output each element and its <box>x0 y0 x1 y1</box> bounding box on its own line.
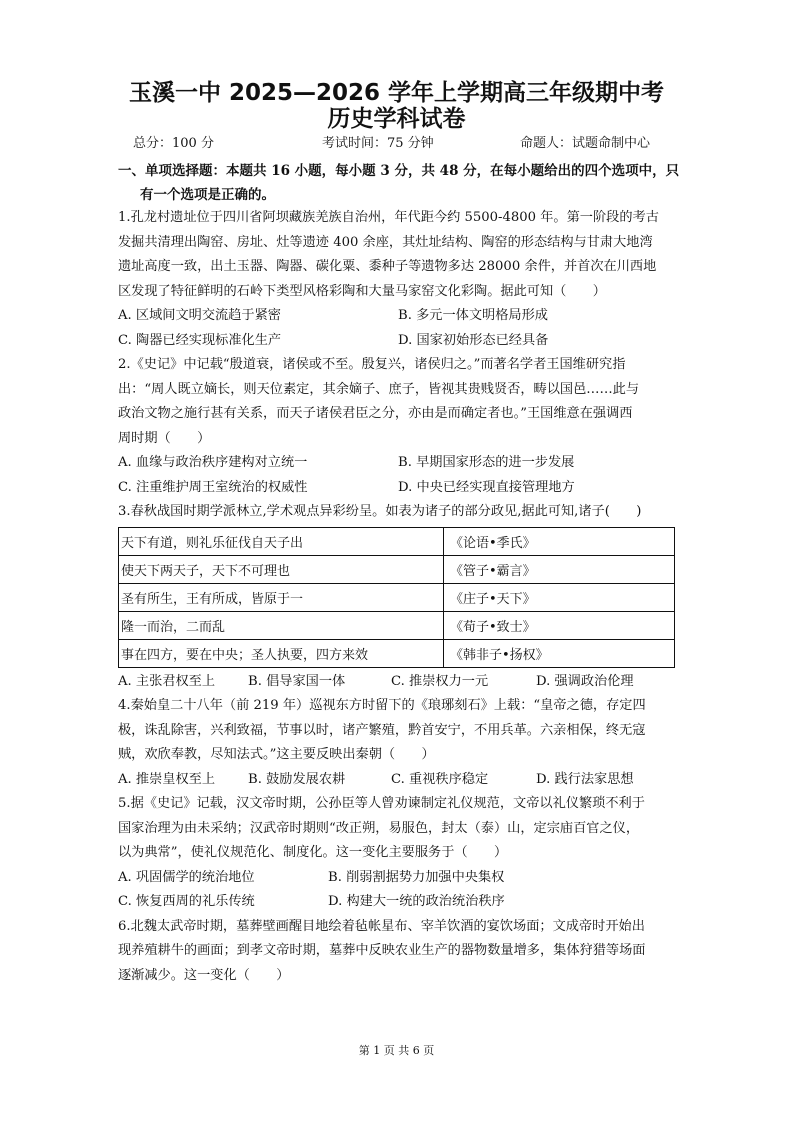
table-row <box>119 639 675 667</box>
table-cell-view: 隆一而治，二而乱 <box>119 611 444 639</box>
question-5 <box>118 792 678 915</box>
option-d[interactable]: D. 国家初始形态已经具备 <box>398 332 549 348</box>
exam-title-line1: 玉溪一中 2025—2026 学年上学期高三年级期中考 <box>128 80 665 106</box>
section-heading-line1: 一、单项选择题：本题共 16 小题，每小题 3 分，共 48 分，在每小题给出的四个选项中，只 <box>118 163 680 179</box>
question-line: 国家治理为由未采纳；汉武帝时期则“改正朔，易服色，封太（泰）山，定宗庙百官之仪， <box>118 820 640 836</box>
option-c[interactable]: C. 注重维护周王室统治的权威性 <box>118 479 308 495</box>
table-cell-view: 使天下两天子，天下不可理也 <box>119 555 444 583</box>
table-cell-source: 《管子•霸言》 <box>444 555 675 583</box>
options <box>118 451 678 500</box>
section-heading-line2: 有一个选项是正确的。 <box>140 187 275 203</box>
question-line: 5.据《史记》记载，汉文帝时期，公孙臣等人曾劝谏制定礼仪规范，文帝以礼仪繁琐不利于 <box>118 796 645 811</box>
option-b[interactable]: B. 倡导家国一体 <box>248 673 346 689</box>
question-line: 2.《史记》中记载“殷道衰，诸侯或不至。殷复兴，诸侯归之。”而著名学者王国维研究指 <box>118 357 626 372</box>
table-row <box>119 555 675 583</box>
question-6 <box>118 915 678 989</box>
option-a[interactable]: A. 推崇皇权至上 <box>118 771 216 787</box>
section-heading <box>118 159 698 207</box>
table-cell-source: 《庄子•天下》 <box>444 583 675 611</box>
table-row <box>119 583 675 611</box>
exam-title-line2: 历史学科试卷 <box>327 106 466 132</box>
views-table <box>118 527 675 668</box>
question-3 <box>118 500 678 694</box>
question-line: 发掘共清理出陶窑、房址、灶等遗迹 400 余座，其灶址结构、陶窑的形态结构与甘肃大地湾 <box>118 234 653 250</box>
options <box>118 866 678 915</box>
option-c[interactable]: C. 恢复西周的礼乐传统 <box>118 894 255 909</box>
options <box>118 670 678 695</box>
option-b[interactable]: B. 早期国家形态的进一步发展 <box>398 455 575 470</box>
question-line: 周时期（ ） <box>118 430 211 446</box>
question-1 <box>118 206 678 353</box>
total-score: 总分：100 分 <box>133 136 214 151</box>
table-cell-source: 《论语•季氏》 <box>444 527 675 555</box>
question-line: 极，诛乱除害，兴利致福，节事以时，诸产繁殖，黔首安宁，不用兵革。六亲相保，终无寇 <box>118 722 646 738</box>
question-line: 4.秦始皇二十八年（前 219 年）巡视东方时留下的《琅琊刻石》上载：“皇帝之德，存定四 <box>118 698 646 713</box>
question-line: 现养殖耕牛的画面；到孝文帝时期，墓葬中反映农业生产的器物数量增多，集体狩猎等场面 <box>118 943 646 958</box>
question-line: 1.孔龙村遗址位于四川省阿坝藏族羌族自治州，年代距今约 5500-4800 年。第一阶段的考古 <box>118 210 659 225</box>
option-a[interactable]: A. 主张君权至上 <box>118 673 216 689</box>
question-line: 逐渐减少。这一变化（ ） <box>118 967 290 983</box>
question-4 <box>118 694 678 792</box>
exam-author: 命题人：试题命制中心 <box>520 136 651 151</box>
option-a[interactable]: A. 血缘与政治秩序建构对立统一 <box>118 455 308 470</box>
table-cell-view: 事在四方，要在中央；圣人执要，四方来效 <box>119 639 444 667</box>
option-b[interactable]: B. 多元一体文明格局形成 <box>398 308 548 323</box>
option-d[interactable]: D. 强调政治伦理 <box>536 673 634 689</box>
question-line: 区发现了特征鲜明的石岭下类型风格彩陶和大量马家窑文化彩陶。据此可知（ ） <box>118 283 606 299</box>
question-line: 遗址高度一致，出土玉器、陶器、碳化粟、黍种子等遗物多达 28000 余件，并首次在川西地 <box>118 259 657 274</box>
question-line: 政治文物之施行甚有关系，而天子诸侯君臣之分，亦由是而确定者也。”王国维意在强调西 <box>118 406 633 421</box>
option-c[interactable]: C. 陶器已经实现标准化生产 <box>118 332 282 348</box>
question-line: 贼，欢欣奉教，尽知法式。”这主要反映出秦朝（ ） <box>118 747 435 762</box>
option-c[interactable]: C. 重视秩序稳定 <box>391 771 489 787</box>
option-c[interactable]: C. 推崇权力一元 <box>391 673 489 689</box>
options <box>118 304 678 353</box>
option-d[interactable]: D. 中央已经实现直接管理地方 <box>398 479 575 495</box>
option-b[interactable]: B. 鼓励发展农耕 <box>248 771 346 787</box>
option-a[interactable]: A. 巩固儒学的统治地位 <box>118 869 255 885</box>
question-line: 3.春秋战国时期学派林立,学术观点异彩纷呈。如表为诸子的部分政见,据此可知,诸子( ) <box>118 504 642 519</box>
table-cell-view: 天下有道，则礼乐征伐自天子出 <box>119 527 444 555</box>
question-line: 以为典常”，使礼仪规范化、制度化。这一变化主要服务于（ ） <box>118 845 508 860</box>
option-a[interactable]: A. 区域间文明交流趋于紧密 <box>118 308 281 323</box>
table-cell-source: 《荀子•致士》 <box>444 611 675 639</box>
table-row <box>119 527 675 555</box>
table-cell-source: 《韩非子•扬权》 <box>444 639 675 667</box>
question-list <box>118 206 678 988</box>
table-cell-view: 圣有所生，王有所成，皆原于一 <box>119 583 444 611</box>
question-2 <box>118 353 678 500</box>
table-row <box>119 611 675 639</box>
question-line: 6.北魏太武帝时期，墓葬壁画醒目地绘着毡帐星布、宰羊饮酒的宴饮场面；文成帝时开始出 <box>118 918 645 934</box>
option-b[interactable]: B. 削弱割据势力加强中央集权 <box>328 869 505 885</box>
exam-time: 考试时间：75 分钟 <box>322 136 434 151</box>
option-d[interactable]: D. 构建大一统的政治统治秩序 <box>328 894 505 909</box>
question-line: 出：“周人既立嫡长，则天位素定，其余嫡子、庶子，皆视其贵贱贤否，畴以国邑……此与 <box>118 381 640 397</box>
page-number: 第 1 页 共 6 页 <box>358 1044 435 1057</box>
option-d[interactable]: D. 践行法家思想 <box>536 771 634 787</box>
options <box>118 768 678 793</box>
